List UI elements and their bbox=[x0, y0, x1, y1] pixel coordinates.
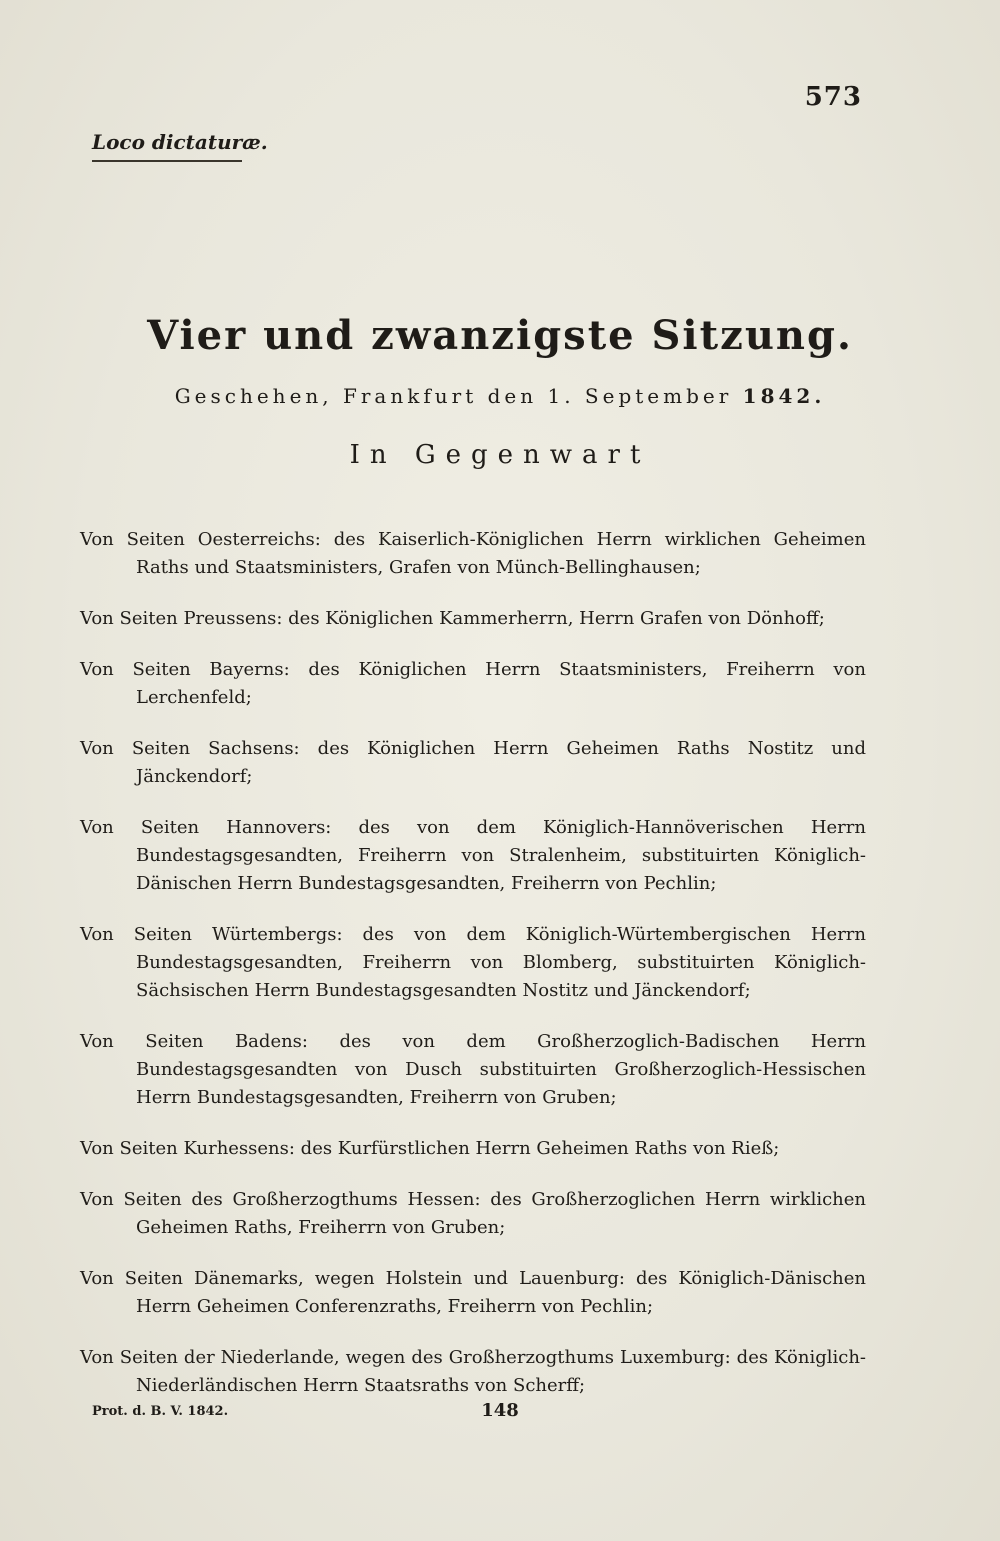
session-title: Vier und zwanzigste Sitzung. bbox=[147, 312, 853, 359]
attendance-list bbox=[80, 508, 866, 1423]
attendance-entry-hannover: Von Seiten Hannovers: des von dem Königlich-Hannöverischen Herrn Bundestagsgesandten, Freiherrn von Stralenheim, substituirten Königlich-Dänischen Herrn Bundestagsgesandten, Freiherrn von Pechlin; bbox=[80, 817, 866, 894]
attendance-entry-kurhessen: Von Seiten Kurhessens: des Kurfürstlichen Herrn Geheimen Raths von Rieß; bbox=[80, 1138, 780, 1159]
attendance-entry-hessen: Von Seiten des Großherzogthums Hessen: des Großherzoglichen Herrn wirklichen Geheimen Raths, Freiherrn von Gruben; bbox=[80, 1189, 866, 1238]
attendance-entry-bayern: Von Seiten Bayerns: des Königlichen Herrn Staatsministers, Freiherrn von Lerchenfeld; bbox=[80, 659, 866, 708]
header-rule bbox=[92, 160, 242, 162]
attendance-entry-wuertemberg: Von Seiten Würtembergs: des von dem Königlich-Würtembergischen Herrn Bundestagsgesandten, Freiherrn von Blomberg, substituirten Königlich-Sächsischen Herrn Bundestagsgesandten Nostitz und Jänckendorf; bbox=[80, 924, 866, 1001]
dateline bbox=[0, 384, 1000, 408]
attendance-entry-oesterreich: Von Seiten Oesterreichs: des Kaiserlich-Königlichen Herrn wirklichen Geheimen Raths und Staatsministers, Grafen von Münch-Bellinghausen; bbox=[80, 529, 866, 578]
protocol-footer: Prot. d. B. V. 1842. bbox=[92, 1404, 229, 1419]
signature-mark: 148 bbox=[481, 1400, 519, 1421]
attendance-entry-daenemark: Von Seiten Dänemarks, wegen Holstein und Lauenburg: des Königlich-Dänischen Herrn Geheimen Conferenzraths, Freiherrn von Pechlin; bbox=[80, 1268, 866, 1317]
attendance-entry-baden: Von Seiten Badens: des von dem Großherzoglich-Badischen Herrn Bundestagsgesandten von Dusch substituirten Großherzoglich-Hessischen Herrn Bundestagsgesandten, Freiherrn von Gruben; bbox=[80, 1031, 866, 1108]
loco-dictaturae-note: Loco dictaturæ. bbox=[92, 130, 268, 154]
attendance-entry-preussen: Von Seiten Preussens: des Königlichen Kammerherrn, Herrn Grafen von Dönhoff; bbox=[80, 608, 825, 629]
attendance-entry-niederlande: Von Seiten der Niederlande, wegen des Großherzogthums Luxemburg: des Königlich-Niederländischen Herrn Staatsraths von Scherff; bbox=[80, 1347, 866, 1396]
page-number: 573 bbox=[804, 82, 862, 112]
dateline-text: Geschehen, Frankfurt den 1. September bbox=[174, 384, 733, 408]
presence-heading: In Gegenwart bbox=[349, 440, 651, 470]
attendance-entry-sachsen: Von Seiten Sachsens: des Königlichen Herrn Geheimen Raths Nostitz und Jänckendorf; bbox=[80, 738, 866, 787]
dateline-year: 1842. bbox=[742, 384, 826, 408]
